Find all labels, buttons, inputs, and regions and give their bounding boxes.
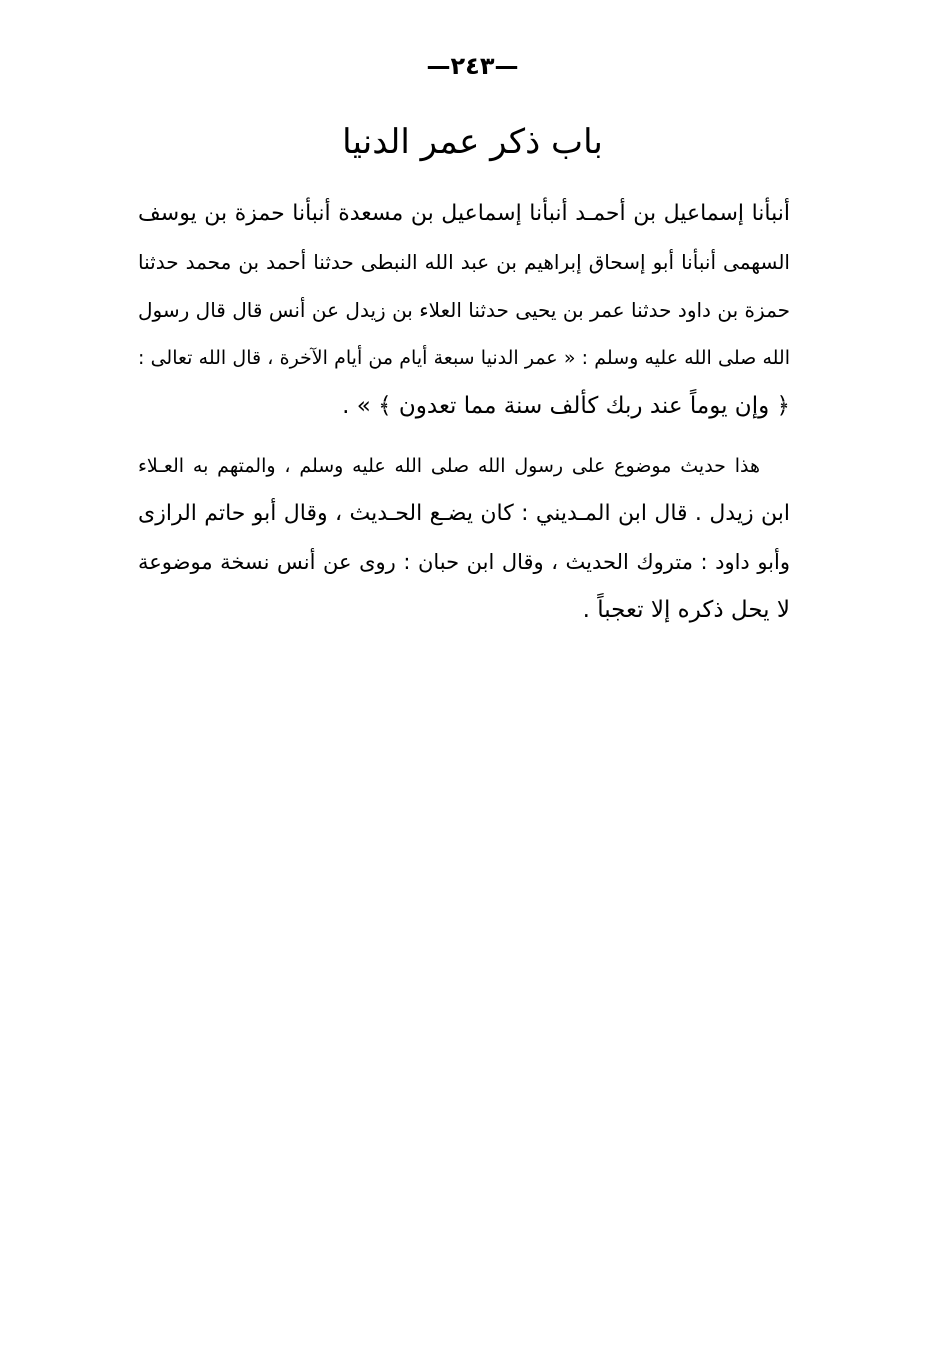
page-number: —٢٤٣— <box>426 52 519 80</box>
text-line: حمزة بن داود حدثنا عمر بن يحيى حدثنا العلاء بن زيدل عن أنس قال قال رسول <box>138 298 790 322</box>
text-line: هذا حديث موضوع على رسول الله صلى الله عليه وسلم ، والمتهم به العـلاء <box>138 455 760 477</box>
text-line: ابن زيدل . قال ابن المـديني : كان يضـع الحـديث ، وقال أبو حاتم الرازى <box>138 501 790 526</box>
paragraph-commentary <box>138 442 790 634</box>
text-line: وأبو داود : متروك الحديث ، وقال ابن حبان : روى عن أنس نسخة موضوعة <box>138 550 790 574</box>
paragraph-hadith <box>138 190 790 430</box>
text-line: أنبأنا إسماعيل بن أحمـد أنبأنا إسماعيل بن مسعدة أنبأنا حمزة بن يوسف <box>138 201 790 226</box>
chapter-title: باب ذكر عمر الدنيا <box>342 122 603 162</box>
text-line: الله صلى الله عليه وسلم : « عمر الدنيا سبعة أيام من أيام الآخرة ، قال الله تعالى : <box>138 347 790 369</box>
body-text <box>138 190 790 634</box>
text-line: لا يحل ذكره إلا تعجباً . <box>582 597 790 623</box>
text-line: السهمى أنبأنا أبو إسحاق إبراهيم بن عبد الله النبطى حدثنا أحمد بن محمد حدثنا <box>138 250 790 274</box>
text-line: ﴿ وإن يوماً عند ربك كألف سنة مما تعدون ﴾ » . <box>342 393 790 419</box>
